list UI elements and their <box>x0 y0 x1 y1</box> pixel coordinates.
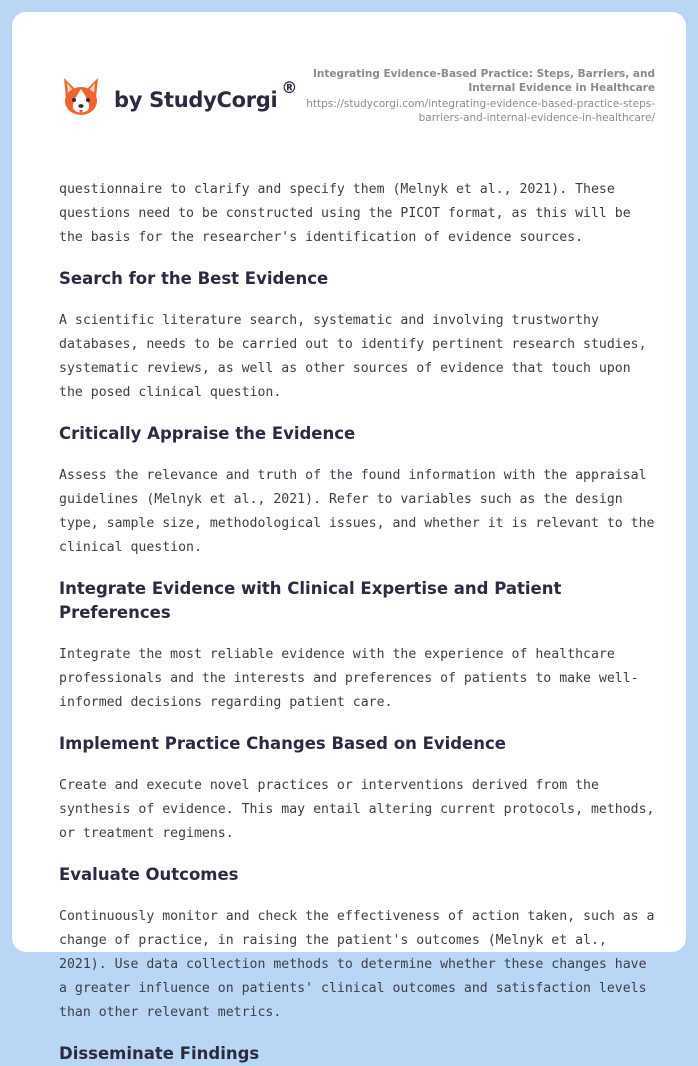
section-heading-search: Search for the Best Evidence <box>59 269 329 288</box>
section-heading-disseminate: Disseminate Findings <box>59 1044 260 1063</box>
section-text-integrate: Integrate the most reliable evidence with the experience of healthcare professionals and the interests and preferences of patients to make well-informed decisions regarding patient care. <box>59 647 639 710</box>
section-heading-appraise: Critically Appraise the Evidence <box>59 424 356 443</box>
section-heading-integrate: Integrate Evidence with Clinical Expertise and Patient Preferences <box>59 579 562 622</box>
corgi-logo-icon <box>60 74 102 120</box>
section-heading-evaluate: Evaluate Outcomes <box>59 865 239 884</box>
page-header <box>12 12 686 162</box>
document-page <box>12 12 686 1063</box>
document-title: Integrating Evidence-Based Practice: Steps, Barriers, and Internal Evidence in Healthcare <box>312 68 655 94</box>
studycorgi-logo[interactable] <box>60 74 297 120</box>
section-text-appraise: Assess the relevance and truth of the found information with the appraisal guidelines (Melnyk et al., 2021). Refer to variables such as the design type, sample size, methodological issues, and whether it is relevant to the clinical question. <box>59 468 655 555</box>
section-text-search: A scientific literature search, systematic and involving trustworthy databases, needs to be carried out to identify pertinent research studies, systematic reviews, as well as other sources of evidence that touch upon the posed clinical question. <box>59 313 647 400</box>
document-meta <box>295 67 655 125</box>
intro-paragraph: questionnaire to clarify and specify them (Melnyk et al., 2021). These questions need to be constructed using the PICOT format, as this will be the basis for the researcher's identification of evidence sources. <box>59 182 631 245</box>
document-url[interactable]: https://studycorgi.com/integrating-evidence-based-practice-steps-barriers-and-internal-evidence-in-healthcare/ <box>306 98 655 124</box>
registered-mark: ® <box>281 77 298 97</box>
brand-name: by StudyCorgi <box>114 88 278 112</box>
document-body <box>59 178 659 1066</box>
section-text-evaluate: Continuously monitor and check the effectiveness of action taken, such as a change of practice, in raising the patient's outcomes (Melnyk et al., 2021). Use data collection methods to determine whether these changes have a greater influence on patients' clinical outcomes and satisfaction levels than other relevant metrics. <box>59 909 655 1020</box>
section-text-implement: Create and execute novel practices or interventions derived from the synthesis of evidence. This may entail altering current protocols, methods, or treatment regimens. <box>59 778 655 841</box>
section-heading-implement: Implement Practice Changes Based on Evidence <box>59 734 506 753</box>
